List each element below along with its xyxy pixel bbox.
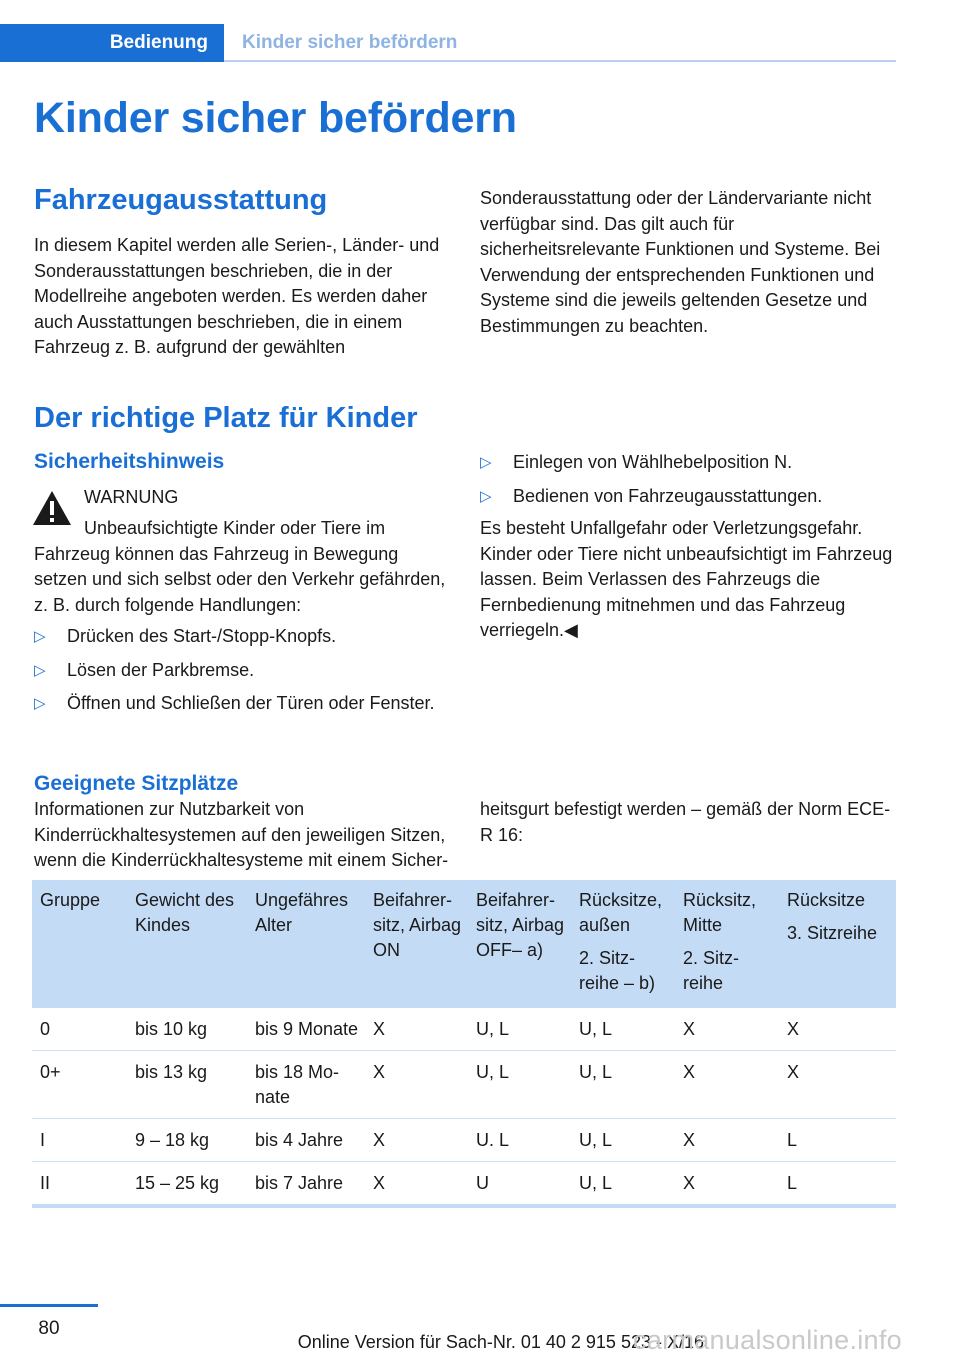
table-row [32, 1162, 896, 1207]
page-title: Kinder sicher befördern [34, 94, 517, 142]
online-version-label: Online Version für Sach-Nr. 01 40 2 915 523 - X/16 [297, 1332, 704, 1352]
triangle-bullet-icon: ▷ [480, 454, 492, 471]
header-bar [0, 0, 960, 62]
footer-divider [0, 1304, 98, 1307]
page-number: 80 [38, 1318, 60, 1339]
table-cell: X [365, 1051, 468, 1119]
paragraph-sitzplaetze-left: Informationen zur Nutzbarkeit von Kinderrückhaltesystemen auf den jeweiligen Sitzen, wenn die Kinderrückhaltesysteme mit einem Sicher- [34, 799, 449, 870]
table-cell: I [32, 1119, 127, 1162]
column-header: Ungefähres Alter [247, 880, 365, 1008]
table-cell: X [675, 1162, 779, 1207]
table-cell: 0 [32, 1008, 127, 1051]
table-row [32, 1119, 896, 1162]
table-cell: X [779, 1051, 896, 1119]
table-cell: 0+ [32, 1051, 127, 1119]
column-header: Beifahrersitz, Airbag ON [365, 880, 468, 1008]
table-cell: bis 18 Monate [247, 1051, 365, 1119]
table-cell: X [779, 1008, 896, 1051]
heading-sicherheitshinweis: Sicherheitshinweis [34, 450, 225, 473]
heading-richtiger-platz: Der richtige Platz für Kinder [34, 402, 418, 434]
list-item: ▷ Drücken des Start-/Stopp-Knopfs. [34, 624, 454, 650]
list-item: ▷ Lösen der Parkbremse. [34, 658, 454, 684]
list-item: ▷ Bedienen von Fahrzeugausstattungen. [480, 484, 896, 510]
chapter-tab[interactable]: Kinder sicher befördern [242, 32, 458, 53]
paragraph-fahrzeugausstattung-right: Sonderausstattung oder der Ländervariante nicht verfügbar sind. Das gilt auch für sicherheitsrelevante Funktionen und Systeme. Bei Verwendung der entsprechenden Funktionen und Systeme sind die jeweils geltenden Gesetze und Bestimmungen zu beachten. [480, 188, 881, 336]
table-cell: U, L [468, 1008, 571, 1051]
warning-label: WARNUNG [84, 487, 179, 507]
bullet-list-left [34, 624, 454, 725]
table-cell: U [468, 1162, 571, 1207]
warning-text: Unbeaufsichtigte Kinder oder Tiere im Fahrzeug können das Fahrzeug in Bewegung setzen und sich selbst oder den Verkehr gefährden, z. B. durch folgende Handlungen: [34, 518, 446, 615]
table-cell: bis 13 kg [127, 1051, 247, 1119]
column-header: Gewicht des Kindes [127, 880, 247, 1008]
closing-warning-text: Es besteht Unfallgefahr oder Verletzungsgefahr. Kinder oder Tiere nicht unbeaufsichtigt im Fahrzeug lassen. Beim Verlassen des Fahrzeugs die Fernbedienung mitnehmen und das Fahrzeug verriegeln.◀ [480, 518, 893, 640]
table-cell: U, L [571, 1008, 675, 1051]
paragraph-fahrzeugausstattung-left: In diesem Kapitel werden alle Serien-, Länder- und Sonderausstattungen beschrieben, die in der Modellreihe angeboten werden. Es werden daher auch Ausstattungen beschrieben, die in einem Fahrzeug z. B. aufgrund der gewählten [34, 235, 440, 357]
heading-geeignete-sitzplaetze: Geeignete Sitzplätze [34, 772, 239, 795]
table-cell: X [365, 1162, 468, 1207]
list-item: ▷ Öffnen und Schließen der Türen oder Fenster. [34, 691, 454, 717]
table-cell: U, L [571, 1051, 675, 1119]
column-header: Rücksitz, Mitte 2. Sitzreihe [675, 880, 779, 1008]
table-cell: U, L [571, 1119, 675, 1162]
table-header-row [32, 880, 896, 1008]
table-cell: II [32, 1162, 127, 1207]
paragraph-sitzplaetze-right: heitsgurt befestigt werden – gemäß der Norm ECE-R 16: [480, 799, 891, 845]
table-cell: X [365, 1119, 468, 1162]
table-row [32, 1051, 896, 1119]
table-cell: U, L [571, 1162, 675, 1207]
table-cell: bis 7 Jahre [247, 1162, 365, 1207]
triangle-bullet-icon: ▷ [34, 628, 46, 645]
column-header: Rücksitze 3. Sitzreihe [779, 880, 896, 1008]
table-cell: U. L [468, 1119, 571, 1162]
column-header: Gruppe [32, 880, 127, 1008]
table-row [32, 1008, 896, 1051]
heading-fahrzeugausstattung: Fahrzeugausstattung [34, 184, 328, 216]
table-cell: L [779, 1162, 896, 1207]
table-cell: bis 4 Jahre [247, 1119, 365, 1162]
table-cell: L [779, 1119, 896, 1162]
table-cell: U, L [468, 1051, 571, 1119]
triangle-bullet-icon: ▷ [34, 695, 46, 712]
triangle-bullet-icon: ▷ [34, 661, 46, 679]
column-header: Rücksitze, außen 2. Sitzreihe – b) [571, 880, 675, 1008]
table-cell: 15 – 25 kg [127, 1162, 247, 1207]
table-cell: X [675, 1008, 779, 1051]
table-cell: bis 9 Monate [247, 1008, 365, 1051]
header-divider [224, 60, 896, 62]
column-header: Beifahrersitz, Airbag OFF– a) [468, 880, 571, 1008]
bullet-list-right [480, 450, 896, 517]
table-cell: bis 10 kg [127, 1008, 247, 1051]
triangle-bullet-icon: ▷ [480, 487, 492, 505]
list-item: ▷ Einlegen von Wählhebelposition N. [480, 450, 896, 476]
section-tab[interactable]: Bedienung [0, 24, 224, 62]
watermark: carmanualsonline.info [633, 1325, 902, 1355]
child-seat-table [32, 880, 896, 1208]
table-cell: X [675, 1119, 779, 1162]
table-cell: X [365, 1008, 468, 1051]
table-cell: X [675, 1051, 779, 1119]
table-cell: 9 – 18 kg [127, 1119, 247, 1162]
